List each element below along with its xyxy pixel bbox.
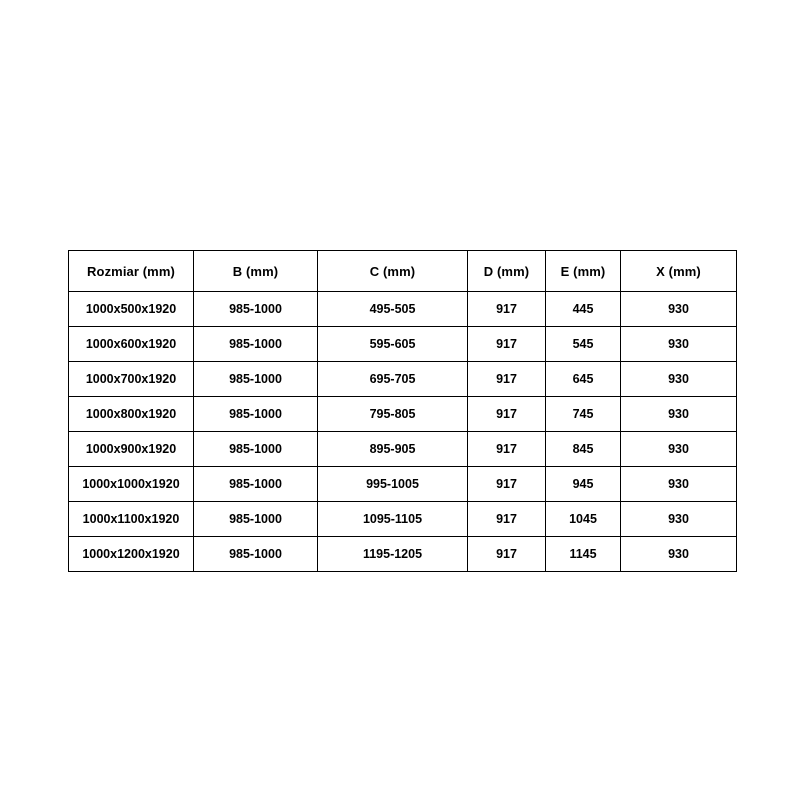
column-header-size: Rozmiar (mm) <box>69 251 194 292</box>
cell-size: 1000x700x1920 <box>69 362 194 397</box>
cell-x: 930 <box>621 467 737 502</box>
cell-b: 985-1000 <box>194 362 318 397</box>
cell-c: 895-905 <box>318 432 468 467</box>
cell-d: 917 <box>468 432 546 467</box>
cell-x: 930 <box>621 292 737 327</box>
cell-size: 1000x800x1920 <box>69 397 194 432</box>
table-row <box>69 397 737 432</box>
column-header-e: E (mm) <box>546 251 621 292</box>
cell-e: 645 <box>546 362 621 397</box>
cell-x: 930 <box>621 397 737 432</box>
cell-d: 917 <box>468 467 546 502</box>
cell-c: 1095-1105 <box>318 502 468 537</box>
column-header-b: B (mm) <box>194 251 318 292</box>
cell-b: 985-1000 <box>194 327 318 362</box>
cell-b: 985-1000 <box>194 292 318 327</box>
cell-c: 495-505 <box>318 292 468 327</box>
table-row <box>69 467 737 502</box>
cell-d: 917 <box>468 397 546 432</box>
table-row <box>69 537 737 572</box>
table-body <box>69 292 737 572</box>
cell-e: 545 <box>546 327 621 362</box>
cell-d: 917 <box>468 327 546 362</box>
cell-e: 445 <box>546 292 621 327</box>
cell-size: 1000x1000x1920 <box>69 467 194 502</box>
table-row <box>69 327 737 362</box>
table-row <box>69 502 737 537</box>
cell-x: 930 <box>621 502 737 537</box>
cell-e: 745 <box>546 397 621 432</box>
cell-e: 1145 <box>546 537 621 572</box>
cell-x: 930 <box>621 327 737 362</box>
cell-e: 945 <box>546 467 621 502</box>
column-header-x: X (mm) <box>621 251 737 292</box>
cell-size: 1000x600x1920 <box>69 327 194 362</box>
column-header-c: C (mm) <box>318 251 468 292</box>
cell-b: 985-1000 <box>194 502 318 537</box>
cell-size: 1000x1200x1920 <box>69 537 194 572</box>
table-header <box>69 251 737 292</box>
specification-table <box>68 250 737 572</box>
cell-size: 1000x900x1920 <box>69 432 194 467</box>
cell-x: 930 <box>621 432 737 467</box>
table-header-row <box>69 251 737 292</box>
cell-d: 917 <box>468 292 546 327</box>
table-row <box>69 432 737 467</box>
cell-b: 985-1000 <box>194 432 318 467</box>
cell-x: 930 <box>621 362 737 397</box>
cell-c: 995-1005 <box>318 467 468 502</box>
cell-c: 1195-1205 <box>318 537 468 572</box>
cell-d: 917 <box>468 537 546 572</box>
cell-size: 1000x500x1920 <box>69 292 194 327</box>
cell-b: 985-1000 <box>194 467 318 502</box>
cell-b: 985-1000 <box>194 397 318 432</box>
cell-b: 985-1000 <box>194 537 318 572</box>
specification-table-container <box>68 250 736 572</box>
cell-size: 1000x1100x1920 <box>69 502 194 537</box>
cell-c: 695-705 <box>318 362 468 397</box>
cell-d: 917 <box>468 502 546 537</box>
table-row <box>69 292 737 327</box>
cell-x: 930 <box>621 537 737 572</box>
cell-e: 845 <box>546 432 621 467</box>
table-row <box>69 362 737 397</box>
column-header-d: D (mm) <box>468 251 546 292</box>
cell-c: 595-605 <box>318 327 468 362</box>
cell-e: 1045 <box>546 502 621 537</box>
cell-d: 917 <box>468 362 546 397</box>
cell-c: 795-805 <box>318 397 468 432</box>
